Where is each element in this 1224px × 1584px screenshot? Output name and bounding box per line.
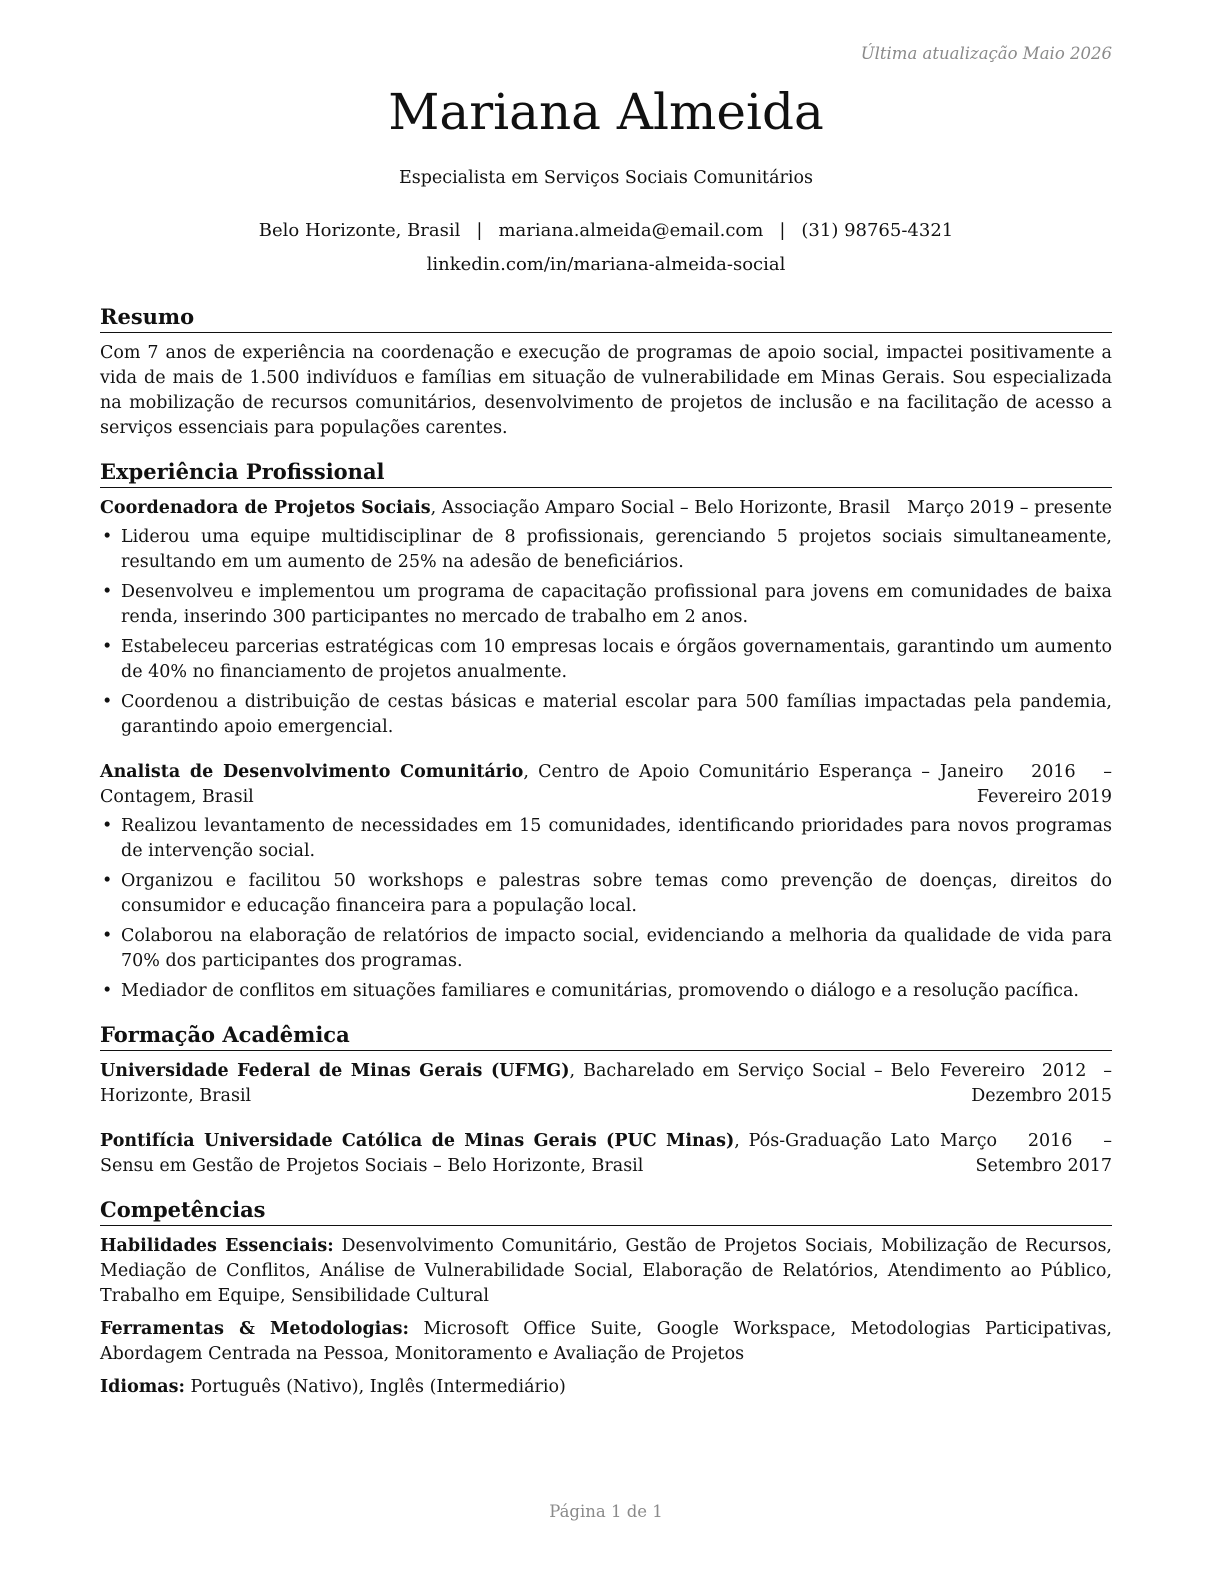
education-line — [100, 1059, 940, 1109]
contact-location: Belo Horizonte, Brasil — [258, 220, 461, 241]
contact-email[interactable]: mariana.almeida@email.com — [498, 220, 764, 241]
list-item: • Mediador de conflitos em situações familiares e comunitárias, promovendo o diálogo e a resolução pacífica. — [100, 979, 1112, 1004]
education-line — [100, 1129, 940, 1179]
list-item: • Desenvolveu e implementou um programa de capacitação profissional para jovens em comunidades de baixa renda, inserindo 300 participantes no mercado de trabalho em 2 anos. — [100, 580, 1112, 630]
education-dates: Fevereiro 2012 – Dezembro 2015 — [940, 1061, 1112, 1106]
candidate-title: Especialista em Serviços Sociais Comunitários — [398, 168, 814, 188]
experience-section — [100, 459, 1112, 1004]
page-number: Página 1 de 1 — [549, 1502, 663, 1521]
list-item: • Colaborou na elaboração de relatórios de impacto social, evidenciando a melhoria da qualidade de vida para 70% dos participantes dos programas. — [100, 924, 1112, 974]
school-name: Universidade Federal de Minas Gerais (UFMG) — [100, 1061, 570, 1081]
section-heading: Competências — [100, 1197, 1112, 1226]
skill-line — [100, 1317, 1112, 1367]
job-org: , Centro de Apoio Comunitário Esperança – Contagem, Brasil — [100, 762, 930, 807]
job-dates: Março 2019 – presente — [907, 498, 1112, 518]
list-item: • Realizou levantamento de necessidades em 15 comunidades, identificando prioridades para novos programas de intervenção social. — [100, 814, 1112, 864]
education-entry — [100, 1129, 1112, 1179]
education-header — [100, 1059, 1112, 1109]
summary-section — [100, 304, 1112, 441]
list-item: • Organizou e facilitou 50 workshops e palestras sobre temas como prevenção de doenças, direitos do consumidor e educação financeira para a população local. — [100, 869, 1112, 919]
job-bullets — [100, 525, 1112, 740]
skills-section — [100, 1197, 1112, 1400]
skill-line — [100, 1375, 1112, 1400]
skill-line — [100, 1234, 1112, 1309]
contact-separator: | — [779, 220, 786, 241]
skill-label: Idiomas: — [100, 1377, 185, 1397]
education-entry — [100, 1059, 1112, 1109]
job-role-line — [100, 760, 940, 810]
section-heading: Experiência Profissional — [100, 459, 1112, 488]
candidate-name: Mariana Almeida — [388, 83, 824, 141]
resume-page — [100, 0, 1112, 1584]
education-header — [100, 1129, 1112, 1179]
job-role: Analista de Desenvolvimento Comunitário — [100, 762, 524, 782]
skill-label: Ferramentas & Metodologias: — [100, 1319, 409, 1339]
last-updated: Última atualização Maio 2026 — [860, 44, 1112, 63]
job-bullets — [100, 814, 1112, 1004]
skill-label: Habilidades Essenciais: — [100, 1236, 334, 1256]
contact-line — [100, 220, 1112, 241]
job-entry — [100, 496, 1112, 740]
skill-text: Desenvolvimento Comunitário, Gestão de Projetos Sociais, Mobilização de Recursos, Mediação de Conflitos, Análise de Vulnerabilidade Social, Elaboração de Relatórios, Atendimento ao Público, Trabalho em Equipe, Sensibilidade Cultural — [100, 1236, 1112, 1306]
list-item: • Liderou uma equipe multidisciplinar de 8 profissionais, gerenciando 5 projetos sociais simultaneamente, resultando em um aumento de 25% na adesão de beneficiários. — [100, 525, 1112, 575]
job-org: , Associação Amparo Social – Belo Horizonte, Brasil — [430, 498, 891, 518]
contact-phone: (31) 98765-4321 — [801, 220, 954, 241]
resume-content — [100, 304, 1112, 1418]
contact-separator: | — [476, 220, 483, 241]
list-item: • Coordenou a distribuição de cestas básicas e material escolar para 500 famílias impactadas pela pandemia, garantindo apoio emergencial. — [100, 690, 1112, 740]
job-header — [100, 760, 1112, 810]
job-role: Coordenadora de Projetos Sociais — [100, 498, 431, 518]
degree-detail: , Bacharelado em Serviço Social – Belo Horizonte, Brasil — [100, 1061, 930, 1106]
section-heading: Formação Acadêmica — [100, 1022, 1112, 1051]
school-name: Pontifícia Universidade Católica de Minas Gerais (PUC Minas) — [100, 1131, 735, 1151]
job-header — [100, 496, 1112, 521]
linkedin-link[interactable]: linkedin.com/in/mariana-almeida-social — [426, 254, 786, 275]
job-entry — [100, 760, 1112, 1004]
job-dates: Janeiro 2016 – Fevereiro 2019 — [940, 762, 1112, 807]
summary-text: Com 7 anos de experiência na coordenação e execução de programas de apoio social, impactei positivamente a vida de mais de 1.500 indivíduos e famílias em situação de vulnerabilidade em Minas Gerais. Sou especializada na mobilização de recursos comunitários, desenvolvimento de projetos de inclusão e na facilitação de acesso a serviços essenciais para populações carentes. — [100, 343, 1112, 438]
list-item: • Estabeleceu parcerias estratégicas com 10 empresas locais e órgãos governamentais, garantindo um aumento de 40% no financiamento de projetos anualmente. — [100, 635, 1112, 685]
section-heading: Resumo — [100, 304, 1112, 333]
skill-text: Microsoft Office Suite, Google Workspace, Metodologias Participativas, Abordagem Centrada na Pessoa, Monitoramento e Avaliação de Projetos — [100, 1319, 1112, 1364]
skill-text: Português (Nativo), Inglês (Intermediário) — [184, 1377, 566, 1397]
education-section — [100, 1022, 1112, 1179]
job-role-line — [100, 496, 907, 521]
education-dates: Março 2016 – Setembro 2017 — [940, 1131, 1112, 1176]
degree-detail: , Pós-Graduação Lato Sensu em Gestão de Projetos Sociais – Belo Horizonte, Brasil — [100, 1131, 930, 1176]
